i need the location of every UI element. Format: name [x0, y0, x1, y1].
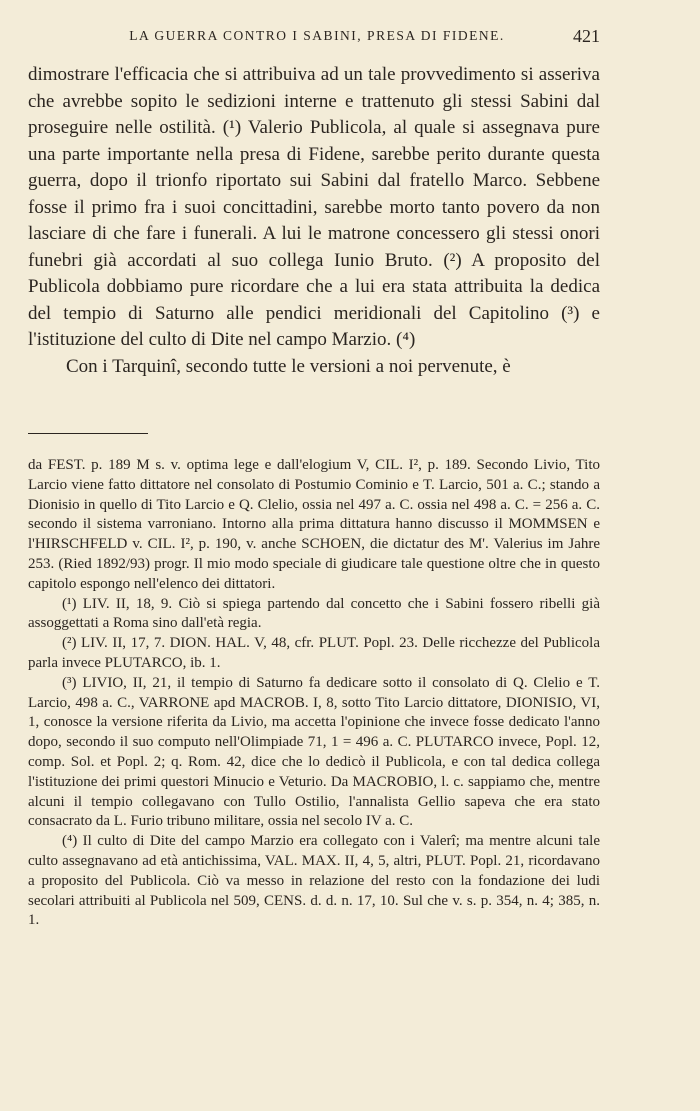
footnote-1: (¹) LIV. II, 18, 9. Ciò si spiega partendo dal concetto che i Sabini fossero ribelli già assoggettati a Roma sino dall'età regia.	[28, 595, 600, 632]
footnote-separator	[28, 433, 148, 434]
main-text	[28, 62, 600, 380]
running-header: LA GUERRA CONTRO I SABINI, PRESA DI FIDENE.	[129, 28, 505, 43]
footnotes	[28, 456, 600, 931]
footnote-continuation: da FEST. p. 189 M s. v. optima lege e dall'elogium V, CIL. I², p. 189. Secondo Livio, Tito Larcio viene fatto dittatore nel consolato di Postumio Cominio e T. Larcio, 501 a. C.; stando a Dionisio in quello di Tito Larcio e Q. Clelio, ossia nel 497 a. C. ossia nel 498 a. C. = 256 a. C. secondo il sistema varroniano. Intorno alla prima dittatura hanno discusso il MOMMSEN e l'HIRSCHFELD v. CIL. I², p. 190, v. anche SCHOEN, die dictatur des M'. Valerius im Jahre 253. (Ried 1892/93) progr. Il mio modo speciale di giudicare tale questione oltre che in questo capitolo espongo nell'elenco dei dittatori.	[28, 457, 600, 592]
body-paragraph: dimostrare l'efficacia che si attribuiva ad un tale provvedimento si asseriva che avrebbe sopito le sedizioni interne e trattenuto gli stessi Sabini dal proseguire nelle ostilità. (¹) Valerio Publicola, al quale si assegnava pure una parte importante nella presa di Fidene, sarebbe perito durante questa guerra, dopo il trionfo riportato sui Sabini dal fratello Marco. Sebbene fosse il primo fra i suoi concittadini, sarebbe morto tanto povero da non lasciare di che fare i funerali. A lui le matrone concessero gli stessi onori funebri già accordati al suo collega Iunio Bruto. (²) A proposito del Publicola dobbiamo pure ricordare che a lui era stata attribuita la dedica del tempio di Saturno alle pendici meridionali del Capitolino (³) e l'istituzione del culto di Dite nel campo Marzio. (⁴)	[28, 64, 600, 350]
footnote-2: (²) LIV. II, 17, 7. DION. HAL. V, 48, cfr. PLUT. Popl. 23. Delle ricchezze del Publicola parla invece PLUTARCO, ib. 1.	[28, 635, 600, 671]
footnote-4: (⁴) Il culto di Dite del campo Marzio era collegato con i Valerî; ma mentre alcuni tale culto assegnavano ad età antichissima, VAL. MAX. II, 4, 5, altri, PLUT. Popl. 21, ricordavano a proposito del Publicola. Ciò va messo in relazione del resto con la fondazione dei ludi secolari attribuiti al Publicola nel 509, CENS. d. d. n. 17, 10. Sul che v. s. p. 354, n. 4; 385, n. 1.	[28, 833, 600, 929]
body-paragraph: Con i Tarquinî, secondo tutte le versioni a noi pervenute, è	[66, 355, 511, 377]
footnote-3: (³) LIVIO, II, 21, il tempio di Saturno fa dedicare sotto il consolato di Q. Clelio e T. Larcio, 498 a. C., VARRONE apd MACROB. I, 8, sotto Tito Larcio dittatore, DIONISIO, VI, 1, conosce la versione riferita da Livio, ma accetta l'opinione che invece fosse dedicato l'anno dopo, secondo il suo computo nell'Olimpiade 71, 1 = 496 a. C. PLUTARCO invece, Popl. 12, comp. Sol. et Popl. 2; q. Rom. 42, dice che lo dedicò il Publicola, e con tal dedica collega l'istituzione dei primi questori Minucio e Veturio. Da MACROBIO, l. c. sappiamo che, mentre alcuni il tempio collegavano con Tullo Ostilio, l'annalista Gellio sapeva che era stato consacrato da L. Furio tribuno militare, ossia nel secolo IV a. C.	[28, 674, 600, 830]
page-number: 421	[573, 26, 600, 46]
